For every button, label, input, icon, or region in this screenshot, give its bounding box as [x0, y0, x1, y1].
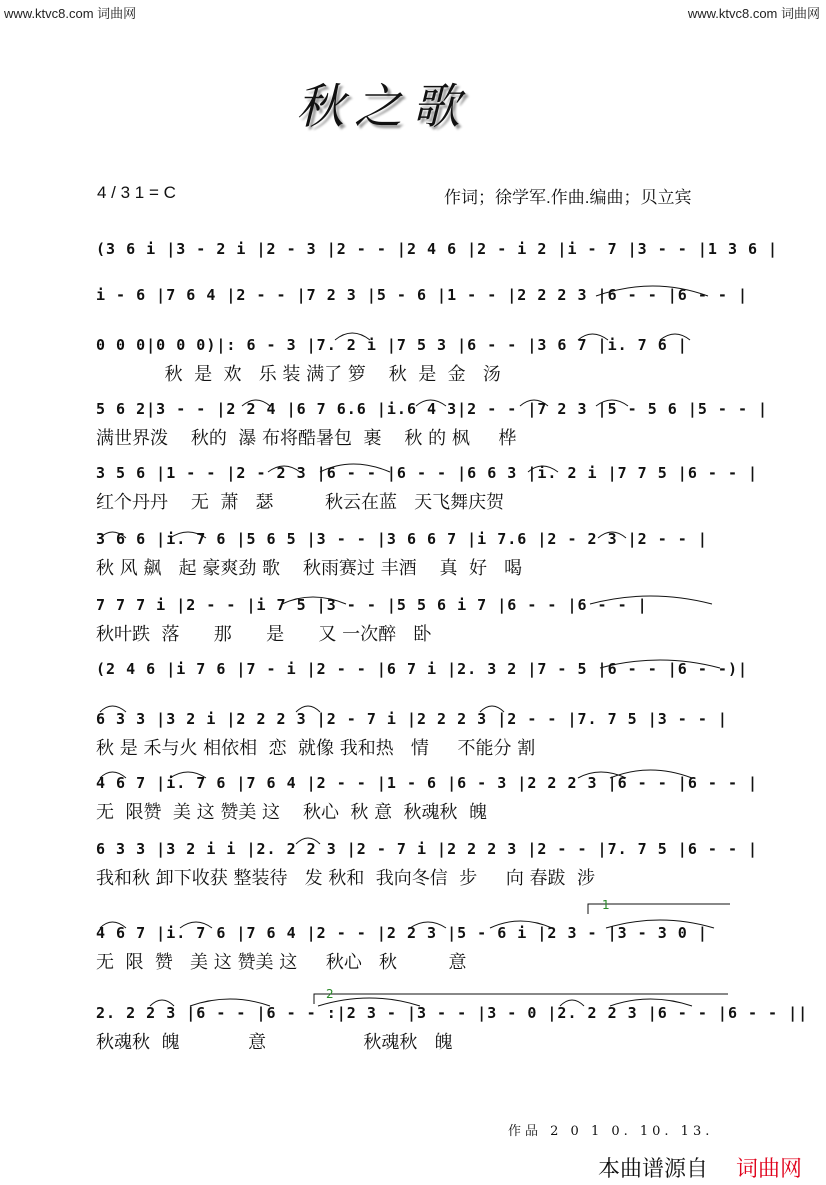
source-brand: 词曲网: [736, 1156, 803, 1181]
notation-line: 7 7 7 i |2 - - |i 7 5 |3 - - |5 5 6 i 7 |6 - - |6 - - |: [96, 596, 648, 614]
lyric-line: 我和秋 卸下收获 整装待 发 秋和 我向冬信 步 向 春跋 涉: [96, 868, 595, 889]
volta-first: [588, 898, 730, 914]
lyric-line: 秋 是 欢 乐 装 满了 箩 秋 是 金 汤: [96, 364, 501, 385]
svg-text:2: 2: [326, 987, 334, 1001]
credits: 作词；徐学军.作曲.编曲；贝立宾: [444, 188, 692, 207]
notation-line: 0 0 0|0 0 0)|: 6 - 3 |7. 2 i |7 5 3 |6 - - |3 6 7 |i. 7 6 |: [96, 336, 688, 354]
lyric-line: 满世界泼 秋的 瀑 布将酷暑包 裹 秋 的 枫 桦: [96, 428, 517, 449]
lyric-line: 秋魂秋 魄 意 秋魂秋 魄: [96, 1032, 453, 1053]
notation-line: (3 6 i |3 - 2 i |2 - 3 |2 - - |2 4 6 |2 - i 2 |i - 7 |3 - - |1 3 6 |: [96, 240, 779, 258]
notation-line: 6 3 3 |3 2 i |2 2 2 3 |2 - 7 i |2 2 2 3 |2 - - |7. 7 5 |3 - - |: [96, 710, 728, 728]
svg-text:1: 1: [602, 898, 610, 912]
lyric-line: 秋 是 禾与火 相依相 恋 就像 我和热 情 不能分 割: [96, 738, 536, 759]
notation-line: 4 6 7 |i. 7 6 |7 6 4 |2 - - |2 2 3 |5 - 6 i |2 3 - |3 - 3 0 |: [96, 924, 708, 942]
site-watermark-right: www.ktvc8.com 词曲网: [687, 6, 820, 21]
site-watermark-left: www.ktvc8.com 词曲网: [4, 6, 137, 21]
lyric-line: 秋叶跌 落 那 是 又 一次醉 卧: [96, 624, 432, 645]
song-title: 秋之歌: [296, 79, 471, 135]
key-time-signature: 4 / 3 1 = C: [97, 183, 176, 202]
notation-line: 2. 2 2 3 |6 - - |6 - - :|2 3 - |3 - - |3 - 0 |2. 2 2 3 |6 - - |6 - - ||: [96, 1004, 809, 1022]
notation-line: 5 6 2|3 - - |2 2 4 |6 7 6.6 |i.6 4 3|2 - - |7 2 3 |5 - 5 6 |5 - - |: [96, 400, 769, 418]
notation-line: 4 6 7 |i. 7 6 |7 6 4 |2 - - |1 - 6 |6 - 3 |2 2 2 3 |6 - - |6 - - |: [96, 774, 759, 792]
notation-line: i - 6 |7 6 4 |2 - - |7 2 3 |5 - 6 |1 - - |2 2 2 3 |6 - - |6 - - |: [96, 286, 748, 304]
lyric-line: 无 限赞 美 这 赞美 这 秋心 秋 意 秋魂秋 魄: [96, 802, 487, 823]
composition-date: 作品 2 0 1 0. 10. 13.: [508, 1124, 714, 1139]
source-note: 本曲谱源自: [598, 1156, 709, 1181]
notation-line: 6 3 3 |3 2 i i |2. 2 2 3 |2 - 7 i |2 2 2 3 |2 - - |7. 7 5 |6 - - |: [96, 840, 759, 858]
lyric-line: 秋 风 飙 起 豪爽劲 歌 秋雨赛过 丰酒 真 好 喝: [96, 558, 523, 579]
notation-line: 3 5 6 |1 - - |2 - 2 3 |6 - - |6 - - |6 6 3 |i. 2 i |7 7 5 |6 - - |: [96, 464, 759, 482]
notation-line: (2 4 6 |i 7 6 |7 - i |2 - - |6 7 i |2. 3 2 |7 - 5 |6 - - |6 - -)|: [96, 660, 748, 678]
lyric-line: 无 限 赞 美 这 赞美 这 秋心 秋 意: [96, 952, 467, 973]
lyric-line: 红个丹丹 无 萧 瑟 秋云在蓝 天飞舞庆贺: [96, 492, 505, 513]
notation-line: 3 6 6 |i. 7 6 |5 6 5 |3 - - |3 6 6 7 |i 7.6 |2 - 2 3 |2 - - |: [96, 530, 708, 548]
